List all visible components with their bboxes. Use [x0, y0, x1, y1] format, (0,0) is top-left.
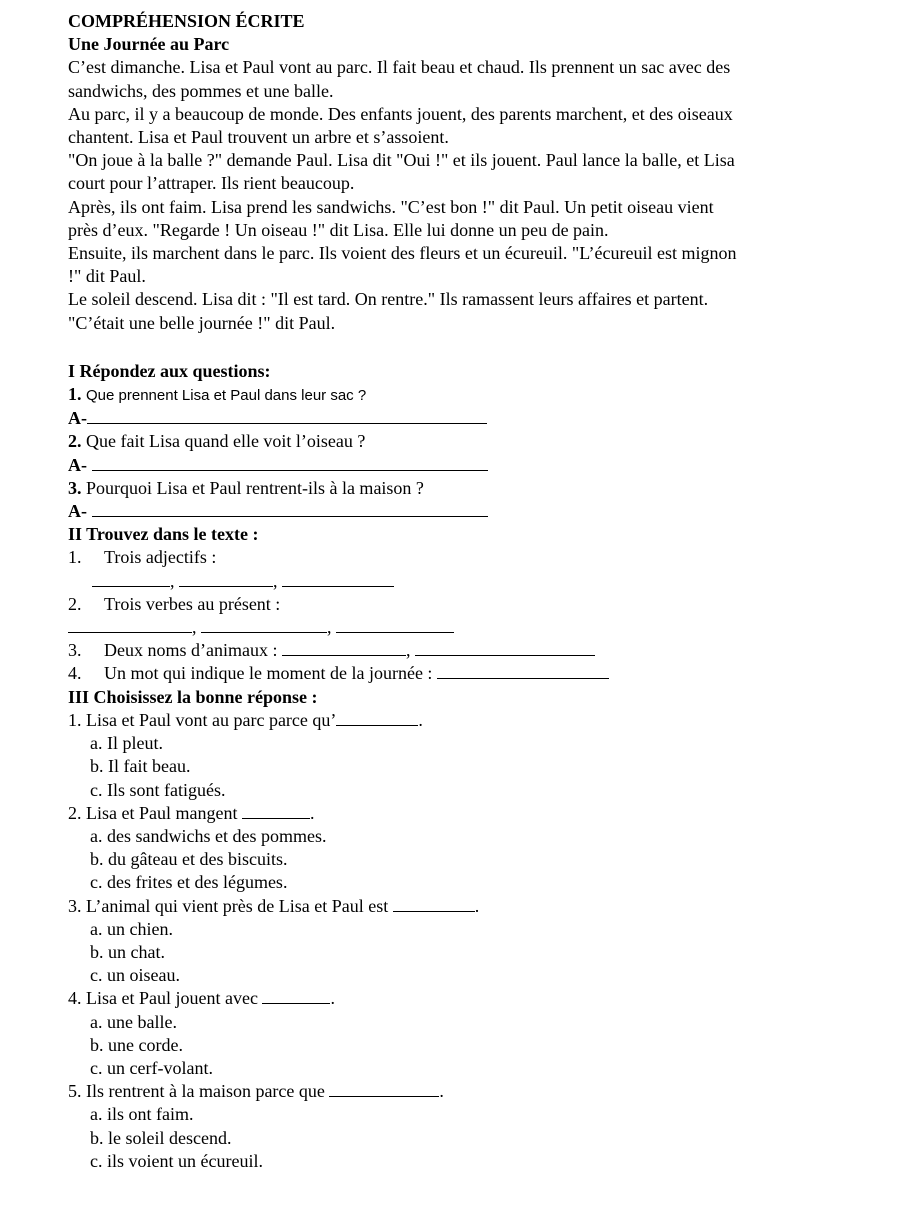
mcq-stem-text: 1. Lisa et Paul vont au parc parce qu’ — [68, 709, 337, 730]
story-line: "C’était une belle journée !" dit Paul. — [68, 312, 336, 333]
story-line: près d’eux. "Regarde ! Un oiseau !" dit Lisa. Elle lui donne un peu de pain. — [68, 219, 609, 240]
answer-blank[interactable] — [437, 664, 609, 679]
story-line: Ensuite, ils marchent dans le parc. Ils voient des fleurs et un écureuil. "L’écureuil est mignon — [68, 243, 737, 264]
find-item-2 — [68, 593, 848, 616]
comma: , — [192, 617, 197, 638]
answer-blank[interactable] — [415, 641, 595, 656]
question-1 — [68, 383, 848, 407]
story-title: Une Journée au Parc — [68, 34, 230, 55]
item-number: 3. — [68, 640, 82, 661]
mcq-option-a[interactable]: a. ils ont faim. — [90, 1104, 194, 1125]
answer-blank[interactable] — [92, 572, 170, 587]
mcq-option-c[interactable]: c. des frites et des légumes. — [90, 872, 288, 893]
mcq-1 — [68, 709, 848, 802]
answer-blank[interactable] — [92, 502, 488, 517]
mcq-5 — [68, 1080, 848, 1173]
mcq-stem — [68, 709, 848, 732]
answer-prefix: A- — [68, 501, 87, 522]
mcq-option-b[interactable]: b. du gâteau et des biscuits. — [90, 849, 288, 870]
mcq-option-b[interactable]: b. le soleil descend. — [90, 1127, 232, 1148]
question-number: 2. — [68, 431, 82, 452]
answer-prefix: A- — [68, 454, 87, 475]
answer-blank[interactable] — [336, 711, 418, 726]
mcq-stem — [68, 895, 848, 918]
answer-blank[interactable] — [262, 989, 330, 1004]
item-text: Deux noms d’animaux : — [104, 640, 278, 661]
item-text: Trois adjectifs : — [104, 547, 217, 568]
mcq-option-a[interactable]: a. une balle. — [90, 1011, 177, 1032]
mcq-option-b[interactable]: b. une corde. — [90, 1034, 183, 1055]
period: . — [309, 802, 315, 823]
comma: , — [170, 570, 175, 591]
answer-line-1 — [68, 407, 848, 430]
mcq-stem — [68, 802, 848, 825]
answer-blank[interactable] — [179, 572, 273, 587]
answer-blank[interactable] — [87, 409, 487, 424]
question-number: 1. — [68, 384, 82, 405]
worksheet — [68, 10, 848, 1173]
section-3-heading: III Choisissez la bonne réponse : — [68, 686, 318, 707]
period: . — [330, 988, 335, 1009]
item-number: 2. — [68, 593, 82, 614]
section-1-heading: I Répondez aux questions: — [68, 360, 271, 381]
item-text: Un mot qui indique le moment de la journée : — [104, 663, 433, 684]
answer-prefix: A- — [68, 408, 87, 429]
item-number: 1. — [68, 547, 82, 568]
mcq-option-a[interactable]: a. un chien. — [90, 918, 173, 939]
mcq-3 — [68, 895, 848, 988]
mcq-option-c[interactable]: c. un oiseau. — [90, 965, 180, 986]
mcq-4 — [68, 987, 848, 1080]
answer-blank[interactable] — [201, 618, 327, 633]
mcq-stem-text: 4. Lisa et Paul jouent avec — [68, 988, 263, 1009]
mcq-option-a[interactable]: a. des sandwichs et des pommes. — [90, 825, 327, 846]
mcq-stem-text: 3. L’animal qui vient près de Lisa et Paul est — [68, 895, 393, 916]
period: . — [439, 1081, 444, 1102]
answer-line-3 — [68, 500, 848, 523]
answer-blank[interactable] — [282, 572, 394, 587]
question-2 — [68, 430, 848, 453]
story-line: !" dit Paul. — [68, 266, 146, 287]
mcq-stem — [68, 1080, 848, 1103]
mcq-option-a[interactable]: a. Il pleut. — [90, 733, 163, 754]
mcq-option-c[interactable]: c. Ils sont fatigués. — [90, 779, 226, 800]
answer-blank[interactable] — [242, 804, 310, 819]
period: . — [474, 895, 480, 916]
period: . — [418, 709, 423, 730]
story-line: chantent. Lisa et Paul trouvent un arbre et s’assoient. — [68, 127, 449, 148]
story-line: court pour l’attraper. Ils rient beaucoup. — [68, 173, 355, 194]
mcq-option-b[interactable]: b. Il fait beau. — [90, 756, 191, 777]
question-text: Que fait Lisa quand elle voit l’oiseau ? — [86, 431, 366, 452]
find-item-4 — [68, 662, 848, 685]
question-3 — [68, 477, 848, 500]
story-line: Après, ils ont faim. Lisa prend les sandwichs. "C’est bon !" dit Paul. Un petit oiseau vient — [68, 196, 714, 217]
answer-blank[interactable] — [92, 456, 488, 471]
section-2-heading: II Trouvez dans le texte : — [68, 524, 259, 545]
comma: , — [405, 640, 411, 661]
answer-blank[interactable] — [282, 641, 406, 656]
story-line: "On joue à la balle ?" demande Paul. Lisa dit "Oui !" et ils jouent. Paul lance la balle, et Lisa — [68, 150, 735, 171]
answer-blank[interactable] — [336, 618, 454, 633]
story-line: C’est dimanche. Lisa et Paul vont au parc. Il fait beau et chaud. Ils prennent un sac avec des — [68, 57, 731, 78]
story-line: sandwichs, des pommes et une balle. — [68, 80, 334, 101]
comma: , — [327, 617, 332, 638]
find-item-3 — [68, 639, 848, 662]
find-blanks-2 — [68, 616, 848, 639]
comma: , — [273, 570, 278, 591]
find-item-1 — [68, 546, 848, 569]
question-text: Pourquoi Lisa et Paul rentrent-ils à la maison ? — [86, 477, 424, 498]
question-number: 3. — [68, 477, 82, 498]
mcq-option-c[interactable]: c. ils voient un écureuil. — [90, 1150, 263, 1171]
item-number: 4. — [68, 663, 82, 684]
story-text — [68, 56, 848, 334]
mcq-stem — [68, 987, 848, 1010]
mcq-2 — [68, 802, 848, 895]
answer-blank[interactable] — [393, 897, 475, 912]
story-line: Au parc, il y a beaucoup de monde. Des enfants jouent, des parents marchent, et des oiseaux — [68, 103, 733, 124]
answer-blank[interactable] — [68, 618, 192, 633]
item-text: Trois verbes au présent : — [104, 593, 281, 614]
find-blanks-1 — [68, 570, 848, 593]
answer-blank[interactable] — [329, 1082, 439, 1097]
mcq-option-c[interactable]: c. un cerf-volant. — [90, 1057, 213, 1078]
answer-line-2 — [68, 454, 848, 477]
mcq-option-b[interactable]: b. un chat. — [90, 941, 165, 962]
page-title: COMPRÉHENSION ÉCRITE — [68, 11, 305, 31]
story-line: Le soleil descend. Lisa dit : "Il est tard. On rentre." Ils ramassent leurs affaires et partent. — [68, 289, 709, 310]
mcq-stem-text: 5. Ils rentrent à la maison parce que — [68, 1081, 330, 1102]
question-text: Que prennent Lisa et Paul dans leur sac ? — [86, 387, 367, 405]
mcq-stem-text: 2. Lisa et Paul mangent — [68, 802, 242, 823]
